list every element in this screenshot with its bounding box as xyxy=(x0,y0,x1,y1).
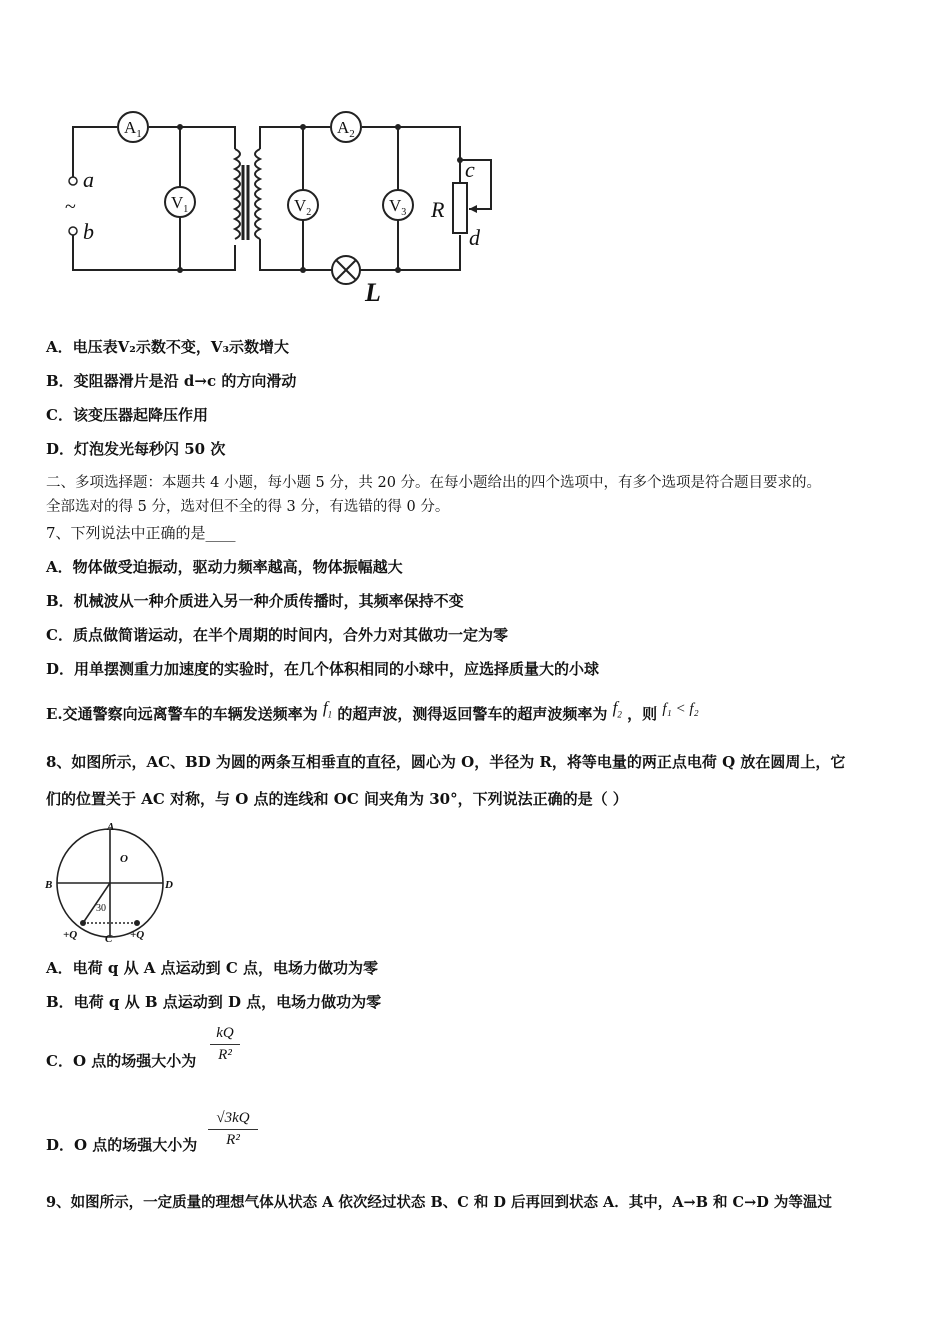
q6-option-d: D．灯泡发光每秒闪 50 次 xyxy=(46,440,226,458)
fraction-numerator: √3kQ xyxy=(216,1110,250,1126)
charge-left-label: +Q xyxy=(63,929,78,941)
point-a-label: A xyxy=(107,821,115,833)
voltmeter-v3-label: $V_3$ xyxy=(389,196,407,218)
q7-option-e-text2: 的超声波，测得返回警车的超声波频率为 xyxy=(337,705,608,723)
q9-stem: 9、如图所示，一定质量的理想气体从状态 A 依次经过状态 B、C 和 D 后再回到状态 A．其中，A→B 和 C→D 为等温过 xyxy=(46,1194,832,1211)
q7-option-d: D．用单摆测重力加速度的实验时，在几个体积相同的小球中，应选择质量大的小球 xyxy=(46,660,600,678)
rheostat-d-label: d xyxy=(469,225,480,250)
fraction-sqrt3kq-over-r2 xyxy=(208,1110,258,1149)
q7-option-a: A．物体做受迫振动，驱动力频率越高，物体振幅越大 xyxy=(46,558,403,576)
fraction-numerator: kQ xyxy=(216,1025,234,1041)
ammeter-a1-label: $A_1$ xyxy=(124,118,142,140)
q8-option-a: A．电荷 q 从 A 点运动到 C 点，电场力做功为零 xyxy=(46,959,379,977)
q6-option-b: B．变阻器滑片是沿 d→c 的方向滑动 xyxy=(46,372,297,390)
lamp-l-label: L xyxy=(365,278,381,307)
charge-right-label: +Q xyxy=(130,929,145,941)
ac-source-symbol: ~ xyxy=(65,196,76,218)
point-d-label: D xyxy=(165,879,173,891)
circle-charges-figure xyxy=(40,820,190,950)
point-c-label: C xyxy=(105,933,113,945)
resistor-r-label: R xyxy=(431,197,445,222)
q7-option-e xyxy=(46,698,699,730)
q8-option-b: B．电荷 q 从 B 点运动到 D 点，电场力做功为零 xyxy=(46,993,382,1011)
terminal-b-label: b xyxy=(83,219,94,244)
rheostat-c-label: c xyxy=(465,157,475,182)
fraction-denominator: R² xyxy=(218,1047,232,1063)
fraction-denominator: R² xyxy=(226,1132,240,1148)
frequency-f2: $f_2$ xyxy=(612,698,622,720)
q8-stem-line1: 8、如图所示，AC、BD 为圆的两条互相垂直的直径，圆心为 O，半径为 R，将等电量的两正点电荷 Q 放在圆周上，它 xyxy=(46,753,846,771)
terminal-a-label: a xyxy=(83,167,94,192)
q7-option-e-text3: ，则 xyxy=(627,705,658,723)
q7-stem: 7、下列说法中正确的是____ xyxy=(46,524,236,542)
frequency-f1: $f_1$ xyxy=(322,698,333,720)
point-b-label: B xyxy=(45,879,53,891)
q7-option-c: C．质点做简谐运动，在半个周期的时间内，合外力对其做功一定为零 xyxy=(46,626,508,644)
section-2-heading-line2: 全部选对的得 5 分，选对但不全的得 3 分，有选错的得 0 分。 xyxy=(46,499,450,515)
q8-stem-line2: 们的位置关于 AC 对称，与 O 点的连线和 OC 间夹角为 30°，下列说法正确的是（ ） xyxy=(46,790,628,808)
fraction-kq-over-r2 xyxy=(210,1025,240,1064)
point-o-label: O xyxy=(120,853,128,865)
q6-option-c: C．该变压器起降压作用 xyxy=(46,406,208,424)
q8-option-d: D．O 点的场强大小为 xyxy=(46,1136,198,1154)
q8-option-c: C．O 点的场强大小为 xyxy=(46,1052,197,1070)
frequency-relation: f₁ < f₂ xyxy=(662,701,699,717)
voltmeter-v2-label: $V_2$ xyxy=(294,196,312,218)
transformer-circuit-figure xyxy=(55,105,515,310)
q7-option-e-text1: E.交通警察向远离警车的车辆发送频率为 xyxy=(46,705,318,723)
angle-30-label: 30 xyxy=(96,903,106,914)
q6-option-a: A．电压表V₂示数不变，V₃示数增大 xyxy=(46,338,290,356)
q7-option-b: B．机械波从一种介质进入另一种介质传播时，其频率保持不变 xyxy=(46,592,464,610)
ammeter-a2-label: $A_2$ xyxy=(337,118,355,140)
section-2-heading-line1: 二、多项选择题：本题共 4 小题，每小题 5 分，共 20 分。在每小题给出的四个选项中，有多个选项是符合题目要求的。 xyxy=(46,475,822,491)
voltmeter-v1-label: $V_1$ xyxy=(171,193,189,215)
